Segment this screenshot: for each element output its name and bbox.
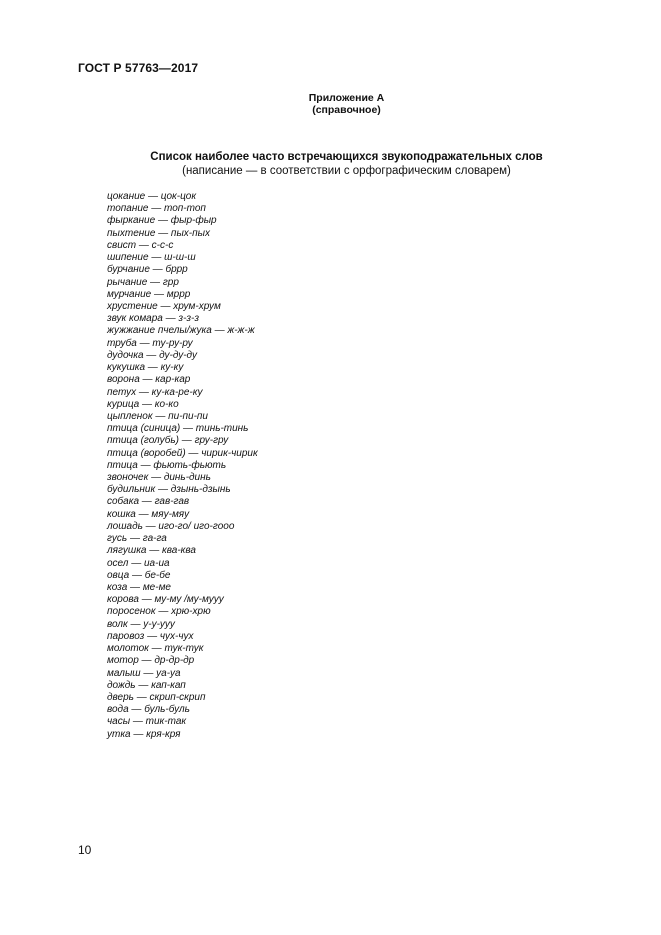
section-title: Список наиболее часто встречающихся звукоподражательных слов <box>150 151 543 163</box>
section-subtitle: (написание — в соответствии с орфографическим словарем) <box>182 165 511 177</box>
list-item: шипение — ш-ш-ш <box>107 252 196 264</box>
list-item: цокание — цок-цок <box>107 191 197 202</box>
list-item: собака — гав-гав <box>107 496 190 508</box>
list-item: звук комара — з-з-з <box>107 313 200 325</box>
list-item: дождь — кап-кап <box>107 679 186 691</box>
page-number: 10 <box>78 843 92 857</box>
list-item: малыш — уа-уа <box>107 667 181 679</box>
list-item: паровоз — чух-чух <box>107 630 194 642</box>
list-item: овца — бе-бе <box>107 569 171 581</box>
list-item: птица (синица) — тинь-тинь <box>107 423 249 435</box>
list-item: корова — му-му /му-мууу <box>107 594 224 606</box>
list-item: будильник — дзынь-дзынь <box>107 484 231 496</box>
list-item: коза — ме-ме <box>107 582 171 593</box>
list-item: фыркание — фыр-фыр <box>107 215 217 227</box>
list-item: часы — тик-так <box>107 716 187 728</box>
appendix-type: (справочное) <box>312 104 381 116</box>
document-id: ГОСТ Р 57763—2017 <box>78 61 199 75</box>
list-item: топание — топ-топ <box>107 203 206 215</box>
list-item: осел — иа-иа <box>107 557 170 569</box>
list-item: птица (воробей) — чирик-чирик <box>107 447 258 459</box>
onomatopoeia-list <box>107 191 258 741</box>
list-item: дудочка — ду-ду-ду <box>107 349 197 361</box>
list-item: цыпленок — пи-пи-пи <box>107 410 208 422</box>
list-item: вода — буль-буль <box>107 704 190 716</box>
list-item: бурчание — бррр <box>107 264 188 276</box>
list-item: звоночек — динь-динь <box>107 472 211 484</box>
list-item: ворона — кар-кар <box>107 374 191 386</box>
list-item: утка — кря-кря <box>107 728 181 740</box>
list-item: дверь — скрип-скрип <box>107 691 206 703</box>
list-item: кошка — мяу-мяу <box>107 508 190 520</box>
list-item: лягушка — ква-ква <box>107 545 196 557</box>
list-item: труба — ту-ру-ру <box>107 337 193 349</box>
list-item: волк — у-у-ууу <box>107 618 175 630</box>
list-item: гусь — га-га <box>107 533 167 545</box>
list-item: лошадь — иго-го/ иго-гооо <box>107 520 235 532</box>
appendix-title: Приложение А <box>308 92 385 104</box>
list-item: свист — с-с-с <box>107 239 174 251</box>
list-item: молоток — тук-тук <box>107 643 204 655</box>
list-item: хрустение — хрум-хрум <box>107 300 221 312</box>
list-item: птица (голубь) — гру-гру <box>107 435 229 447</box>
list-item: пыхтение — пых-пых <box>107 227 210 239</box>
list-item: мотор — др-др-др <box>107 655 195 667</box>
list-item: курица — ко-ко <box>107 398 179 410</box>
list-item: птица — фьють-фьють <box>107 459 227 471</box>
list-item: мурчание — мррр <box>107 288 191 300</box>
list-item: поросенок — хрю-хрю <box>107 606 211 618</box>
list-item: жужжание пчелы/жука — ж-ж-ж <box>107 325 255 337</box>
list-item: кукушка — ку-ку <box>107 362 184 374</box>
list-item: петух — ку-ка-ре-ку <box>107 386 203 398</box>
list-item: рычание — грр <box>107 276 179 288</box>
